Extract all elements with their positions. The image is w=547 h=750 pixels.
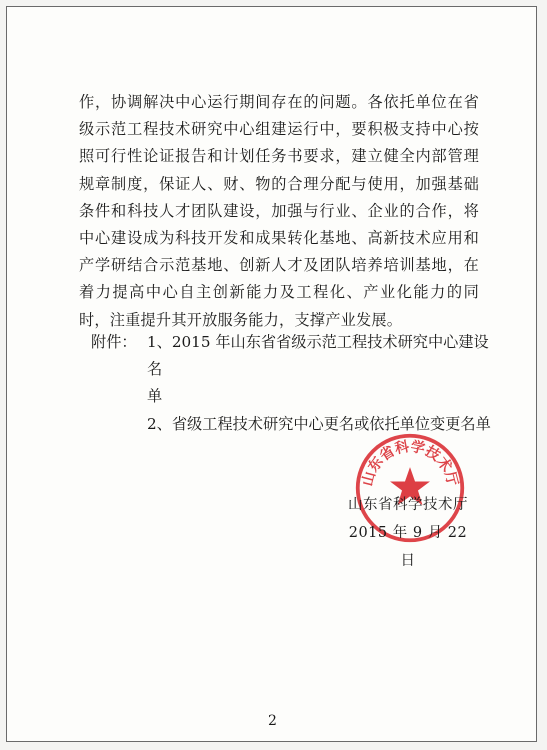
attachment-item-1-line-1: 1、2015 年山东省省级示范工程技术研究中心建设名 [147, 333, 489, 379]
attachment-item-1-line-2: 单 [147, 387, 163, 406]
attachment-item-1 [91, 329, 491, 383]
attachments-section [91, 329, 491, 438]
seal-text: 山东省科学技术厅 [359, 438, 461, 488]
page-number: 2 [268, 713, 277, 729]
issue-date: 2015 年 9 月 22 日 [348, 525, 468, 569]
attachments-label: 附件： [91, 333, 137, 351]
document-page [6, 6, 537, 742]
issuer-name: 山东省科学技术厅 [348, 497, 468, 513]
body-paragraph: 作，协调解决中心运行期间存在的问题。各依托单位在省级示范工程技术研究中心组建运行中，要积极支持中心按照可行性论证报告和计划任务书要求，建立健全内部管理规章制度，保证人、财、物的合理分配与使用，加强基础条件和科技人才团队建设，加强与行业、企业的合作，将中心建设成为科技开发和成果转化基地、高新技术应用和产学研结合示范基地、创新人才及团队培养培训基地，在着力提高中心自主创新能力及工程化、产业化能力的同时，注重提升其开放服务能力，支撑产业发展。 [79, 93, 479, 329]
attachment-item-2: 2、省级工程技术研究中心更名或依托单位变更名单 [147, 414, 491, 433]
signature-block [343, 491, 473, 575]
